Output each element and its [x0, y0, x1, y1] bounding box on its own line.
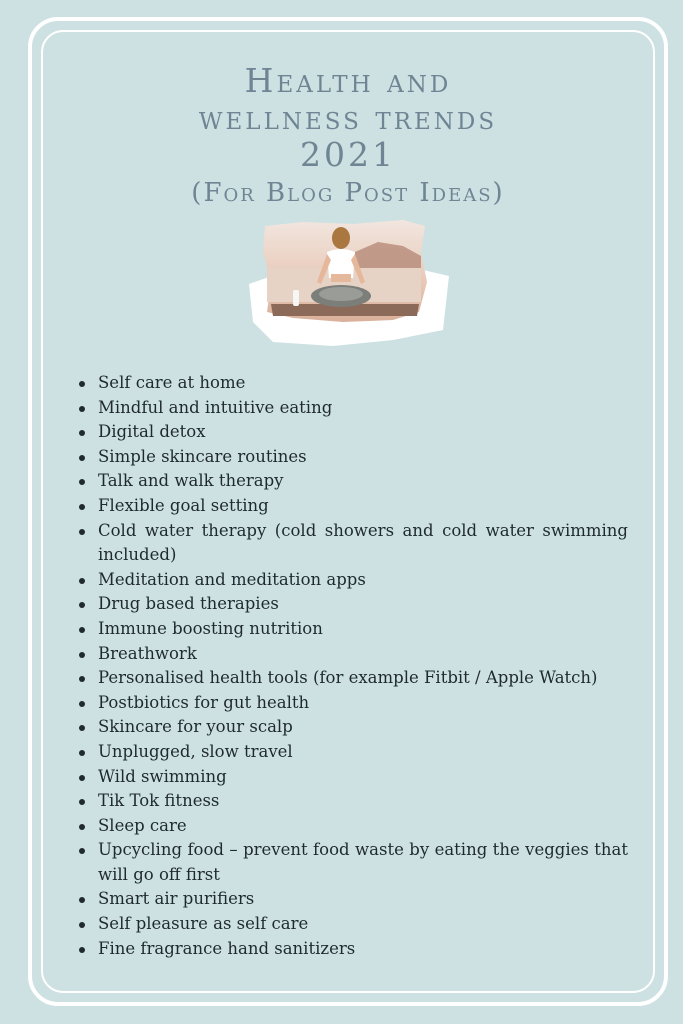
list-item: Digital detox [78, 420, 628, 445]
list-item: Drug based therapies [78, 592, 628, 617]
list-item: Skincare for your scalp [78, 715, 628, 740]
list-item: Unplugged, slow travel [78, 740, 628, 765]
title-line: Health and [244, 61, 452, 100]
list-item: Personalised health tools (for example Fitbit / Apple Watch) [78, 666, 628, 691]
list-item: Upcycling food – prevent food waste by eating the veggies that will go off first [78, 838, 628, 887]
list-item: Wild swimming [78, 765, 628, 790]
list-item: Simple skincare routines [78, 445, 628, 470]
list-item: Smart air purifiers [78, 887, 628, 912]
list-item: Cold water therapy (cold showers and cold water swimming included) [78, 519, 628, 568]
list-item: Mindful and intuitive eating [78, 396, 628, 421]
list-item: Breathwork [78, 642, 628, 667]
list-item: Meditation and meditation apps [78, 568, 628, 593]
list-item: Self care at home [78, 371, 628, 396]
list-item: Tik Tok fitness [78, 789, 628, 814]
list-item: Talk and walk therapy [78, 469, 628, 494]
list-item: Postbiotics for gut health [78, 691, 628, 716]
trends-list [78, 371, 628, 961]
list-item: Immune boosting nutrition [78, 617, 628, 642]
list-item: Sleep care [78, 814, 628, 839]
title-line: wellness trends [198, 98, 498, 137]
title-line: 2021 [300, 135, 396, 174]
list-item: Flexible goal setting [78, 494, 628, 519]
list-item: Self pleasure as self care [78, 912, 628, 937]
page-subtitle: (For Blog Post Ideas) [191, 178, 505, 208]
page-title [41, 62, 655, 173]
list-item: Fine fragrance hand sanitizers [78, 937, 628, 962]
meditation-photo [243, 212, 455, 352]
